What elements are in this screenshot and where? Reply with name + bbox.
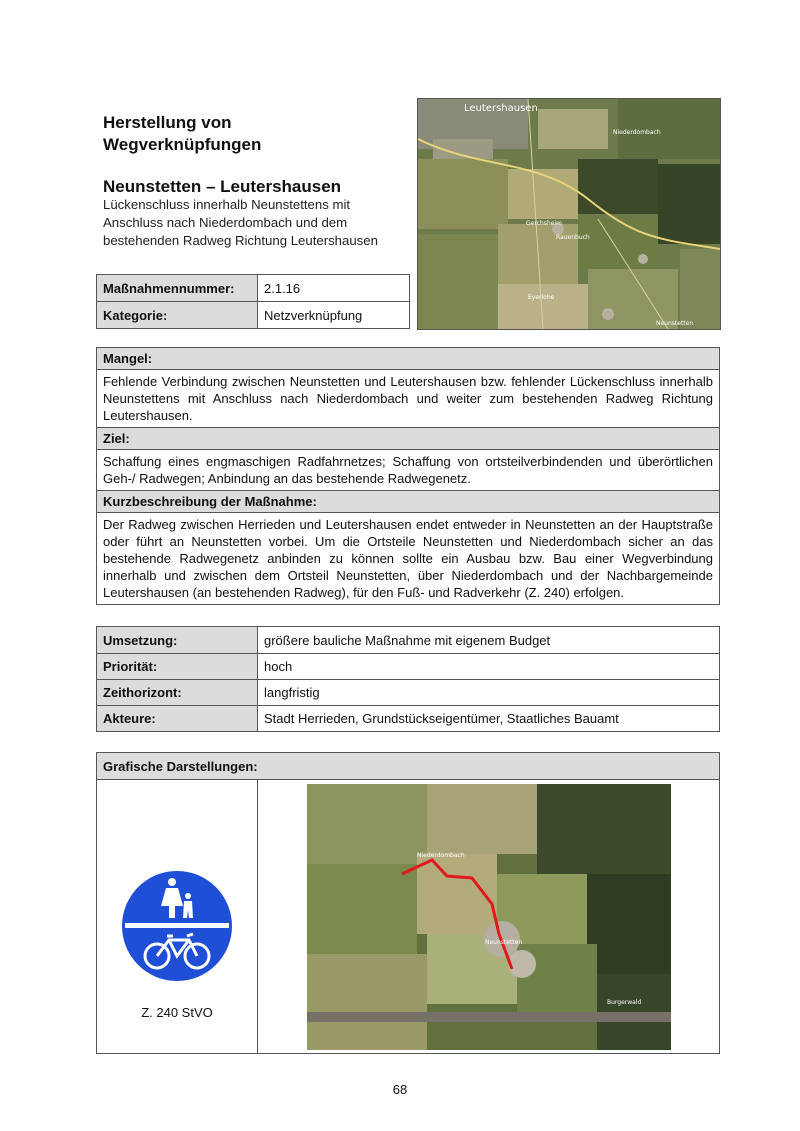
kurzbeschreibung-text: Der Radweg zwischen Herrieden und Leutershausen endet entweder in Neunstetten an der Hauptstraße oder führt an Neunstetten vorbei. Um die Ortsteile Neunstetten und Niederdombach sicher an das bestehende Radwegenetz anbinden zu können sollte ein Ausbau bzw. Bau einer Wegverbindung innerhalb und zwischen dem Ortsteil Neunstetten, über Niederdombach und der Nachbargemeinde Leutershausen (an bestehenden Radweg), für den Fuß- und Radverkehr (Z. 240) erfolgen.: [97, 513, 720, 605]
title-line-2: Wegverknüpfungen: [103, 135, 262, 154]
page-title: [103, 112, 261, 156]
map-label-burgerwald: Burgerwald: [606, 998, 641, 1006]
aerial-label-eyerlohe: Eyerlohe: [528, 294, 555, 301]
measure-table: [96, 274, 410, 329]
measure-number-label: Maßnahmennummer:: [97, 275, 258, 302]
description-table: [96, 347, 720, 605]
prioritaet-value: hoch: [258, 654, 720, 680]
zeithorizont-value: langfristig: [258, 680, 720, 706]
pedestrian-bicycle-sign-icon: [117, 856, 237, 996]
ziel-label: Ziel:: [97, 428, 720, 450]
aerial-label-niederdombach: Niederdombach: [613, 129, 661, 136]
ziel-text: Schaffung eines engmaschigen Radfahrnetzes; Schaffung von ortsteilverbindenden und überörtlichen Geh-/ Radwegen; Anbindung an das bestehende Radwegenetz.: [97, 450, 720, 491]
aerial-label-gerchsheim: Gerchsheim: [526, 220, 562, 227]
aerial-photo: [417, 98, 721, 330]
mangel-text: Fehlende Verbindung zwischen Neunstetten und Leutershausen bzw. fehlender Lückenschluss innerhalb Neunstettens mit Anschluss nach Niederdombach und weiter zum bestehenden Radweg Richtung Leutershausen.: [97, 370, 720, 428]
akteure-value: Stadt Herrieden, Grundstückseigentümer, Staatliches Bauamt: [258, 706, 720, 732]
graphics-table: [96, 752, 720, 1054]
aerial-label-rauenbuch: Rauenbuch: [556, 234, 590, 241]
akteure-label: Akteure:: [97, 706, 258, 732]
zeithorizont-label: Zeithorizont:: [97, 680, 258, 706]
route-title: Neunstetten – Leutershausen: [103, 177, 342, 196]
mangel-label: Mangel:: [97, 348, 720, 370]
title-line-1: Herstellung von: [103, 113, 232, 132]
aerial-label-leutershausen: Leutershausen: [464, 103, 538, 114]
map-label-neunstetten: Neunstetten: [484, 938, 522, 946]
aerial-label-neunstetten: Neunstetten: [656, 320, 694, 327]
page-number: 68: [392, 1082, 408, 1097]
category-value: Netzverknüpfung: [258, 302, 410, 329]
measure-number-value: 2.1.16: [258, 275, 410, 302]
graphics-header: Grafische Darstellungen:: [97, 753, 720, 780]
umsetzung-value: größere bauliche Maßnahme mit eigenem Budget: [258, 627, 720, 654]
sign-label: Z. 240 StVO: [141, 1005, 213, 1020]
implementation-table: [96, 626, 720, 732]
map-label-niederdombach: Niederdombach: [416, 851, 465, 859]
kurzbeschreibung-label: Kurzbeschreibung der Maßnahme:: [97, 491, 720, 513]
route-map-cell: [258, 780, 720, 1054]
aerial-photo-graphic: [418, 99, 720, 329]
route-map-graphic: [307, 784, 671, 1050]
category-label: Kategorie:: [97, 302, 258, 329]
prioritaet-label: Priorität:: [97, 654, 258, 680]
route-description: Lückenschluss innerhalb Neunstettens mit Anschluss nach Niederdombach und dem bestehenden Radweg Richtung Leutershausen: [103, 197, 378, 248]
umsetzung-label: Umsetzung:: [97, 627, 258, 654]
sign-cell: [97, 780, 258, 1054]
